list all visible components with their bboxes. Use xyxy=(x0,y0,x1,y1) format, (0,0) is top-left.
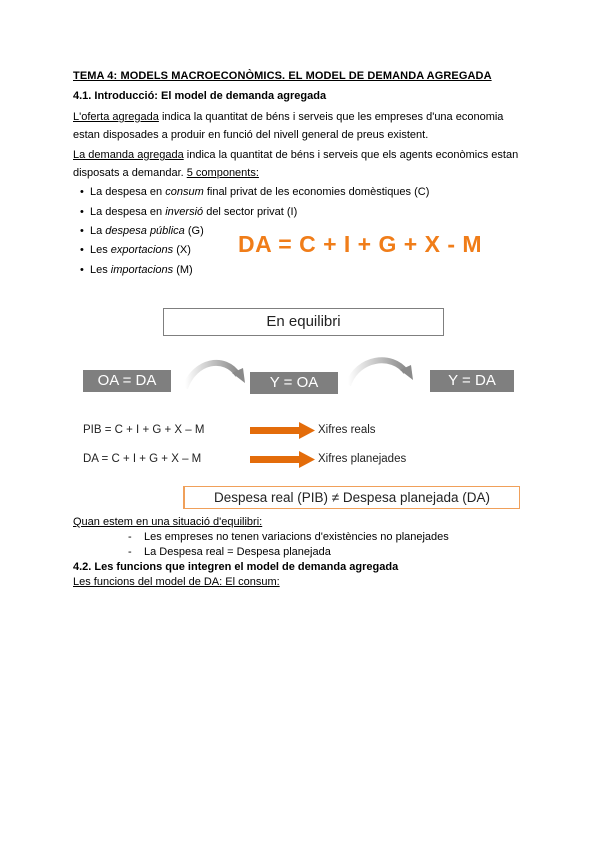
components-label: 5 components: xyxy=(186,167,259,179)
curved-arrow-icon xyxy=(185,363,238,388)
da-formula: DA = C + I + G + X - M xyxy=(238,231,483,257)
component-item: • La despesa en inversió del sector privat (I) xyxy=(80,206,298,218)
pib-equation: PIB = C + I + G + X – M xyxy=(83,424,205,436)
section-subheading: Les funcions del model de DA: El consum: xyxy=(73,576,280,588)
orange-arrow-head-icon xyxy=(299,422,315,439)
term-demanda-agregada: La demanda agregada xyxy=(73,149,184,161)
term-oferta-agregada: L'oferta agregada xyxy=(73,111,159,123)
page-title: TEMA 4: MODELS MACROECONÒMICS. EL MODEL DE DEMANDA AGREGADA xyxy=(73,70,492,82)
component-item: • La despesa en consum final privat de les economies domèstiques (C) xyxy=(80,186,430,198)
orange-arrow-icon xyxy=(250,427,300,434)
y-da-box: Y = DA xyxy=(430,370,514,392)
oa-da-box: OA = DA xyxy=(83,370,171,392)
xifres-planejades-label: Xifres planejades xyxy=(318,453,407,465)
list-item: - Les empreses no tenen variacions d'existències no planejades xyxy=(128,531,449,543)
da-equation: DA = C + I + G + X – M xyxy=(83,453,202,465)
xifres-reals-label: Xifres reals xyxy=(318,424,376,436)
y-oa-box: Y = OA xyxy=(250,372,338,394)
component-item: • Les exportacions (X) xyxy=(80,244,191,256)
demanda-text-1: indica la quantitat de béns i serveis que els agents econòmics estan xyxy=(183,149,519,161)
section-heading-4-1: 4.1. Introducció: El model de demanda agregada xyxy=(73,90,327,102)
oferta-text-1: indica la quantitat de béns i serveis que les empreses d'una economia xyxy=(158,111,504,123)
curved-arrow-icon xyxy=(348,360,406,385)
equilibrium-title-box: En equilibri xyxy=(163,308,444,336)
component-item: • Les importacions (M) xyxy=(80,264,193,276)
orange-arrow-icon xyxy=(250,456,300,463)
despesa-comparison-box: Despesa real (PIB) ≠ Despesa planejada (DA) xyxy=(183,486,520,509)
oferta-text-2: estan disposades a produir en funció del nivell general de preus existent. xyxy=(73,129,429,141)
component-item: • La despesa pública (G) xyxy=(80,225,204,237)
orange-arrow-head-icon xyxy=(299,451,315,468)
section-heading-4-2: 4.2. Les funcions que integren el model de demanda agregada xyxy=(73,561,399,573)
demanda-text-2: disposats a demandar. xyxy=(73,167,187,179)
equilibrium-intro: Quan estem en una situació d'equilibri: xyxy=(73,516,263,528)
list-item: - La Despesa real = Despesa planejada xyxy=(128,546,331,558)
